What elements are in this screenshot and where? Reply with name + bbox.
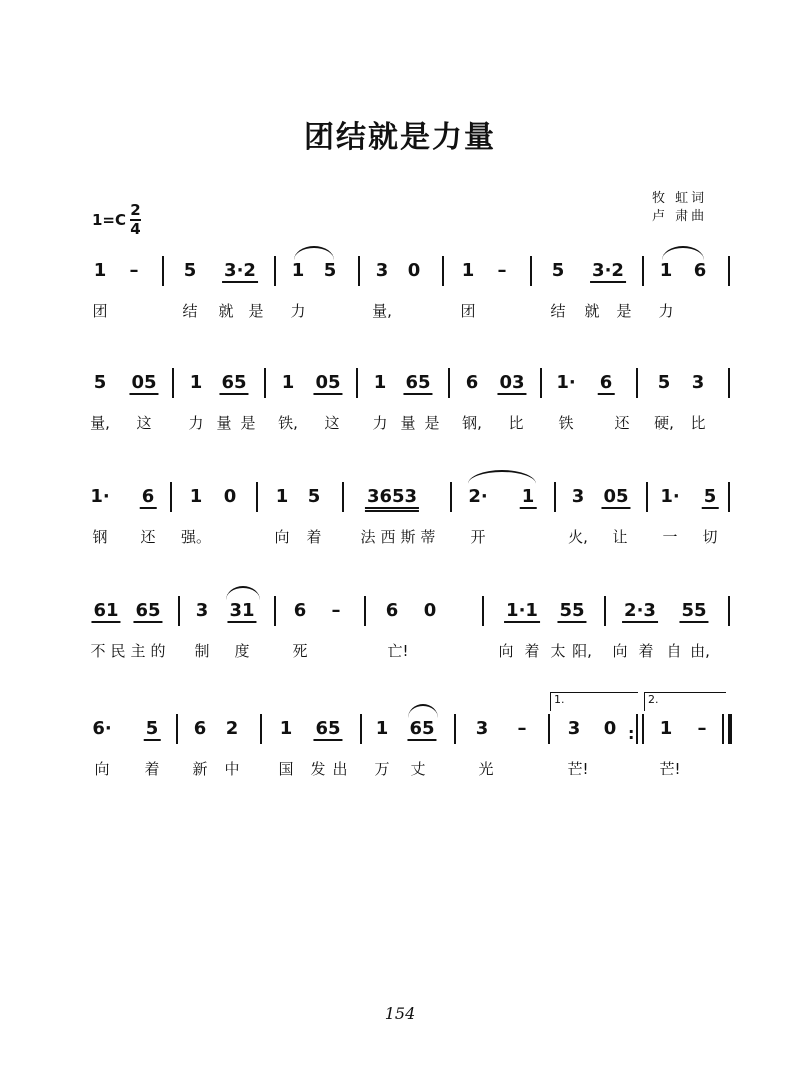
lyric: 铁,	[278, 414, 298, 432]
note: –	[129, 260, 139, 281]
note: 1	[189, 486, 203, 507]
lyric: 结	[182, 302, 198, 320]
lyrics-row-3	[92, 526, 732, 552]
note: 1	[375, 718, 389, 739]
second-ending-label: 2.	[648, 693, 659, 706]
lyric: 主	[130, 642, 146, 660]
note: 5	[183, 260, 197, 281]
lyric: 是	[240, 414, 256, 432]
note: 1	[373, 372, 387, 393]
lyric: 团	[460, 302, 476, 320]
note: 3	[375, 260, 389, 281]
note: 1	[281, 372, 295, 393]
note: 0	[407, 260, 421, 281]
lyric: 开	[470, 528, 486, 546]
note: 6	[385, 600, 399, 621]
note: 1	[659, 260, 673, 281]
lyric: 还	[140, 528, 156, 546]
lyric: 强。	[180, 528, 212, 546]
lyric: 力	[290, 302, 306, 320]
lyric: 的	[150, 642, 166, 660]
lyric: 量,	[90, 414, 110, 432]
lyric: 铁	[558, 414, 574, 432]
note: 61	[93, 600, 119, 621]
lyrics-row-2	[92, 412, 732, 438]
lyric: 钢,	[462, 414, 482, 432]
lyric: 就	[584, 302, 600, 320]
lyric: 万	[374, 760, 390, 778]
note: 6	[193, 718, 207, 739]
score-system-5	[92, 693, 732, 784]
lyric: 力	[658, 302, 674, 320]
note: 3·2	[592, 260, 624, 281]
lyric: 法	[360, 528, 376, 546]
note: 6	[693, 260, 707, 281]
lyric: 斯	[400, 528, 416, 546]
key-label: 1=C	[92, 211, 127, 229]
note: 0	[223, 486, 237, 507]
second-ending-bracket	[644, 692, 726, 711]
note: 5	[551, 260, 565, 281]
lyrics-row-1	[92, 300, 732, 326]
score-system-3	[92, 486, 732, 552]
notes-row-5	[92, 693, 732, 744]
note: 05	[603, 486, 629, 507]
note: 65	[405, 372, 431, 393]
lyric: 阳,	[572, 642, 592, 660]
time-numerator: 2	[130, 201, 141, 219]
note: 1·	[660, 486, 680, 507]
note: 5	[703, 486, 717, 507]
note: –	[497, 260, 507, 281]
lyric: 这	[136, 414, 152, 432]
composer-credit: 卢 肃曲	[652, 209, 708, 224]
lyric: 光	[478, 760, 494, 778]
note: 65	[135, 600, 161, 621]
lyric: 丈	[410, 760, 426, 778]
notes-row-4	[92, 600, 732, 626]
lyrics-row-4	[92, 640, 732, 666]
lyric: 向	[498, 642, 514, 660]
note: –	[517, 718, 527, 739]
note: 3	[691, 372, 705, 393]
note: 6	[465, 372, 479, 393]
lyric: 着	[144, 760, 160, 778]
note: 2·	[468, 486, 488, 507]
key-signature	[92, 200, 141, 240]
note: 55	[559, 600, 585, 621]
note: 3653	[367, 486, 417, 507]
note: 1	[275, 486, 289, 507]
lyric: 是	[616, 302, 632, 320]
time-signature	[130, 203, 141, 237]
notes-row-3	[92, 486, 732, 512]
score-system-2	[92, 372, 732, 438]
note: 1	[93, 260, 107, 281]
lyric: 中	[224, 760, 240, 778]
lyric: 量,	[372, 302, 392, 320]
note: 5	[657, 372, 671, 393]
lyric: 度	[234, 642, 250, 660]
lyric: 一	[662, 528, 678, 546]
lyrics-row-5	[92, 758, 732, 784]
note: –	[697, 718, 707, 739]
lyric: 由,	[690, 642, 710, 660]
lyric: 团	[92, 302, 108, 320]
note: 1	[291, 260, 305, 281]
note: 65	[409, 718, 435, 739]
note: 3	[195, 600, 209, 621]
first-ending-label: 1.	[554, 693, 565, 706]
note: 3	[475, 718, 489, 739]
note: 03	[499, 372, 525, 393]
lyric: 向	[612, 642, 628, 660]
credits	[652, 190, 707, 226]
note: 6	[293, 600, 307, 621]
note: 05	[315, 372, 341, 393]
note: 65	[221, 372, 247, 393]
lyric: 新	[192, 760, 208, 778]
lyric: 芒!	[567, 760, 589, 778]
lyric: 还	[614, 414, 630, 432]
score-system-1	[92, 260, 732, 326]
page-number: 154	[384, 1004, 416, 1023]
note: 0	[603, 718, 617, 739]
song-title: 团结就是力量	[304, 120, 496, 155]
lyric: 太	[550, 642, 566, 660]
note: 1	[461, 260, 475, 281]
note: 1	[279, 718, 293, 739]
note: 5	[145, 718, 159, 739]
note: 2	[225, 718, 239, 739]
lyric: 让	[612, 528, 628, 546]
note: 6	[141, 486, 155, 507]
notes-row-2	[92, 372, 732, 398]
lyric: 量	[400, 414, 416, 432]
lyric: 蒂	[420, 528, 436, 546]
note: 6	[599, 372, 613, 393]
lyric: 民	[110, 642, 126, 660]
lyric: 硬,	[654, 414, 674, 432]
lyric: 是	[424, 414, 440, 432]
note: 3	[567, 718, 581, 739]
note: 6·	[92, 718, 112, 739]
lyric: 西	[380, 528, 396, 546]
lyric: 发	[310, 760, 326, 778]
lyric: 不	[90, 642, 106, 660]
time-denominator: 4	[130, 220, 141, 238]
note: 0	[423, 600, 437, 621]
note: 3	[571, 486, 585, 507]
notes-row-1	[92, 260, 732, 286]
lyric: 比	[508, 414, 524, 432]
lyric: 向	[274, 528, 290, 546]
lyric: 力	[188, 414, 204, 432]
lyric: 着	[524, 642, 540, 660]
lyric: 国	[278, 760, 294, 778]
lyric: 死	[292, 642, 308, 660]
lyric: 切	[702, 528, 718, 546]
lyric: 力	[372, 414, 388, 432]
note: 05	[131, 372, 157, 393]
lyric: 向	[94, 760, 110, 778]
note: 1·1	[506, 600, 538, 621]
lyricist-credit: 牧 虹词	[652, 191, 708, 206]
first-ending-bracket	[550, 692, 638, 711]
note: 65	[315, 718, 341, 739]
lyric: 是	[248, 302, 264, 320]
lyric: 出	[332, 760, 348, 778]
note: 1·	[90, 486, 110, 507]
note: 1·	[556, 372, 576, 393]
repeat-sign: :	[628, 724, 635, 743]
lyric: 就	[218, 302, 234, 320]
note: 5	[93, 372, 107, 393]
note: –	[331, 600, 341, 621]
lyric: 比	[690, 414, 706, 432]
lyric: 钢	[92, 528, 108, 546]
lyric: 制	[194, 642, 210, 660]
note: 5	[307, 486, 321, 507]
lyric: 着	[638, 642, 654, 660]
note: 31	[229, 600, 255, 621]
note: 3·2	[224, 260, 256, 281]
score-system-4	[92, 600, 732, 666]
note: 1	[521, 486, 535, 507]
lyric: 芒!	[659, 760, 681, 778]
note: 2·3	[624, 600, 656, 621]
note: 1	[189, 372, 203, 393]
lyric: 量	[216, 414, 232, 432]
lyric: 亡!	[387, 642, 409, 660]
lyric: 着	[306, 528, 322, 546]
lyric: 火,	[568, 528, 588, 546]
lyric: 结	[550, 302, 566, 320]
lyric: 自	[666, 642, 682, 660]
note: 1	[659, 718, 673, 739]
note: 55	[681, 600, 707, 621]
lyric: 这	[324, 414, 340, 432]
note: 5	[323, 260, 337, 281]
